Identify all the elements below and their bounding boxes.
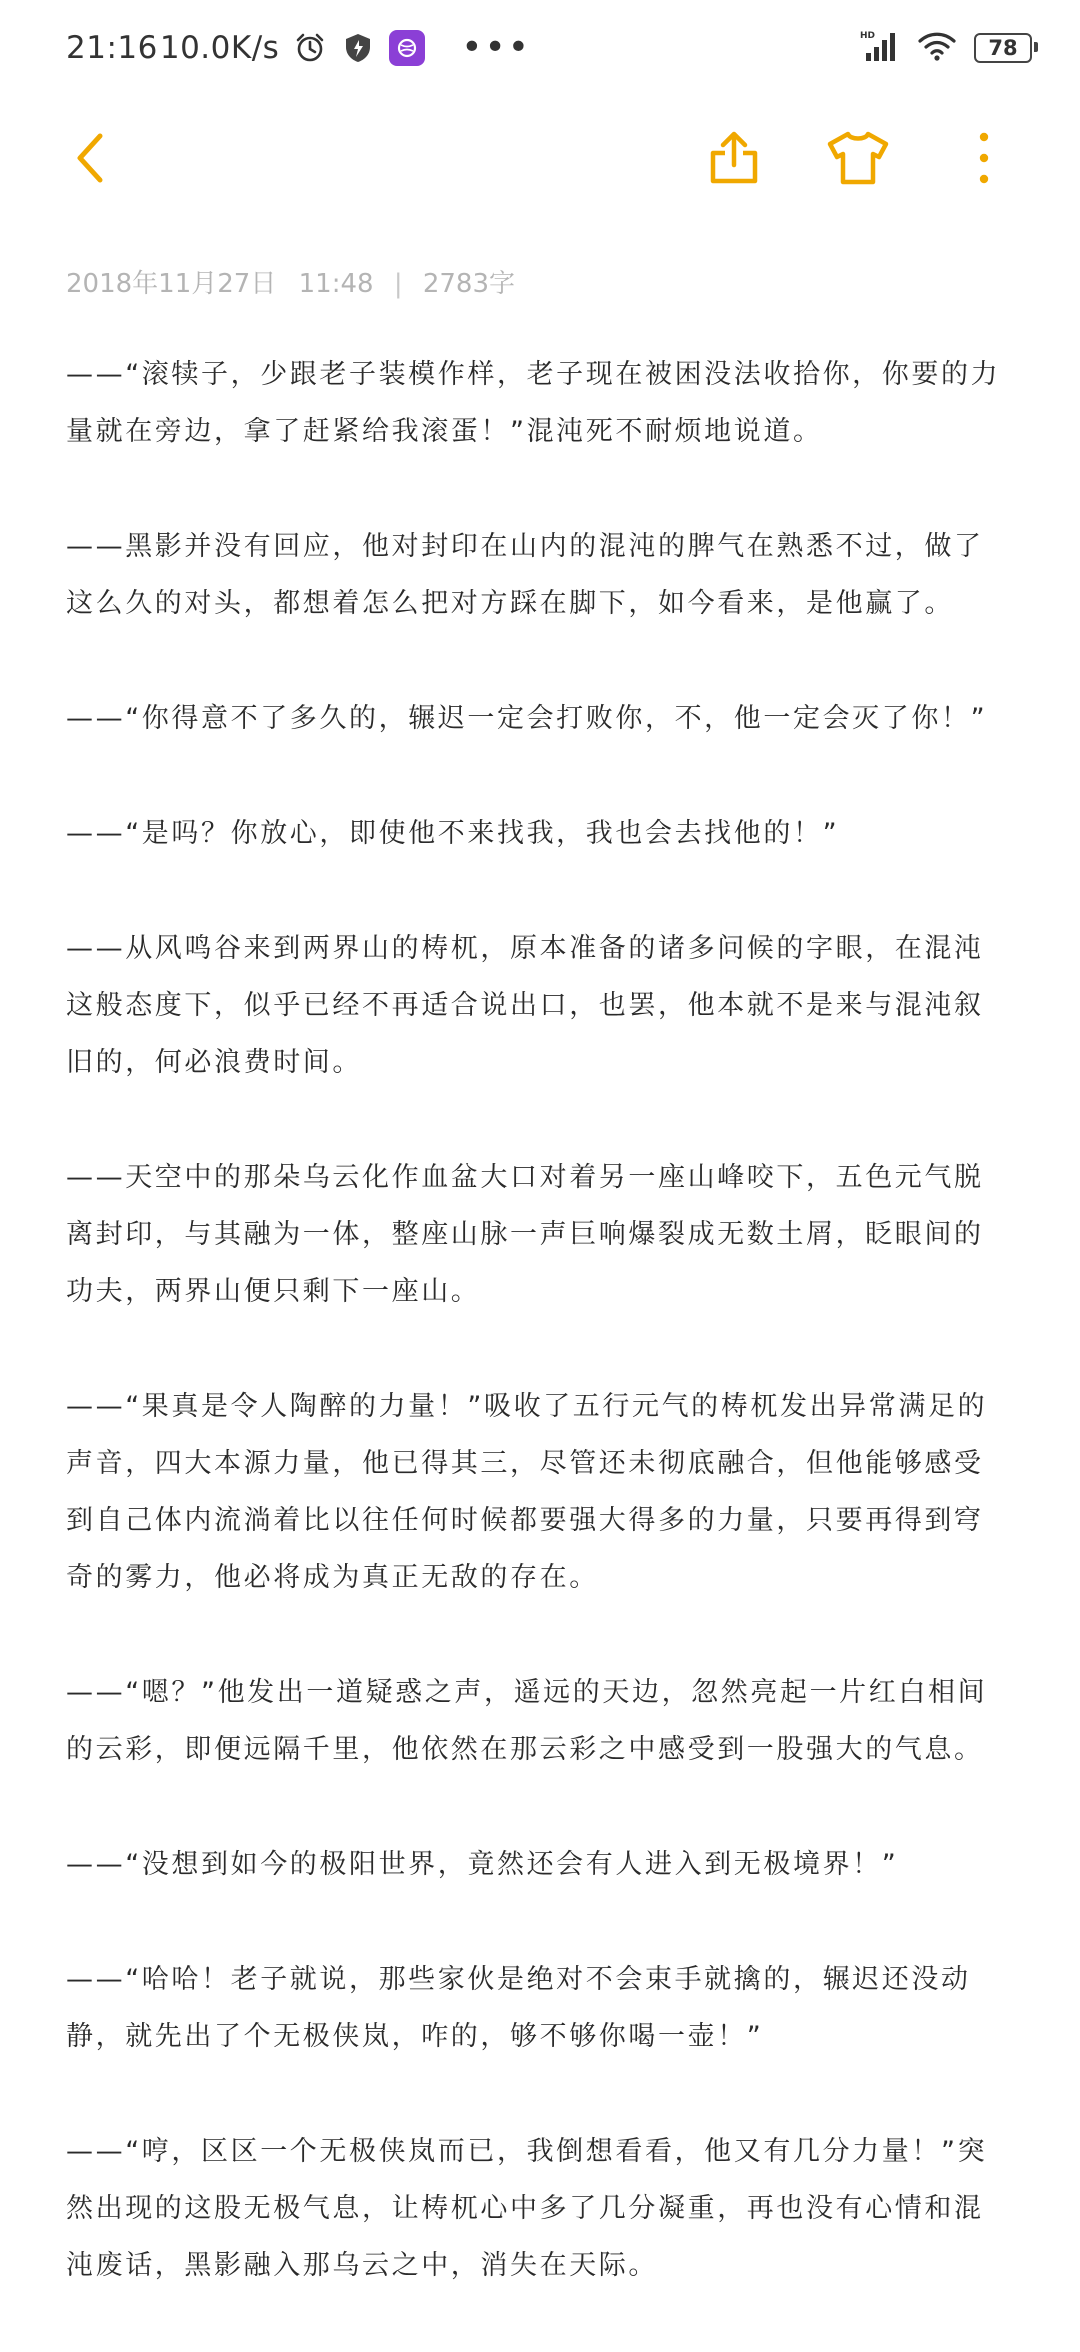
svg-text:HD: HD (860, 31, 876, 41)
note-meta (66, 263, 515, 300)
note-paragraph: ——“嗯？”他发出一道疑惑之声，遥远的天边，忽然亮起一片红白相间的云彩，即便远隔千里，他依然在那云彩之中感受到一股强大的气息。 (66, 1677, 988, 1765)
status-bar (0, 0, 1080, 96)
alarm-icon (293, 31, 327, 65)
battery-icon (974, 33, 1032, 63)
share-button[interactable] (694, 118, 774, 198)
note-paragraph: ——“哈哈！老子就说，那些家伙是绝对不会束手就擒的，辗迟还没动静，就先出了个无极侠岚，咋的，够不够你喝一壶！” (66, 1964, 971, 2052)
note-paragraph: ——“是吗？你放心，即使他不来找我，我也会去找他的！” (66, 818, 840, 849)
more-options-button[interactable] (944, 118, 1024, 198)
note-paragraph: ——天空中的那朵乌云化作血盆大口对着另一座山峰咬下，五色元气脱离封印，与其融为一体，整座山脉一声巨响爆裂成无数土屑，眨眼间的功夫，两界山便只剩下一座山。 (66, 1162, 984, 1307)
note-paragraph: ——“哼，区区一个无极侠岚而已，我倒想看看，他又有几分力量！”突然出现的这股无极气息，让梼杌心中多了几分凝重，再也没有心情和混沌废话，黑影融入那乌云之中，消失在天际。 (66, 2136, 988, 2281)
share-icon (705, 129, 763, 187)
battery-level: 78 (988, 35, 1018, 60)
meta-separator: | (393, 269, 403, 299)
status-left (66, 24, 531, 72)
note-paragraph: ——“果真是令人陶醉的力量！”吸收了五行元气的梼杌发出异常满足的声音，四大本源力量，他已得其三，尽管还未彻底融合，但他能够感受到自己体内流淌着比以往任何时候都要强大得多的力量，只要再得到穹奇的雾力，他必将成为真正无敌的存在。 (66, 1391, 988, 1593)
note-date: 2018年11月27日 (66, 269, 277, 299)
theme-button[interactable] (818, 118, 898, 198)
note-paragraph: ——黑影并没有回应，他对封印在山内的混沌的脾气在熟悉不过，做了这么久的对头，都想着怎么把对方踩在脚下，如今看来，是他赢了。 (66, 531, 984, 619)
wifi-icon (918, 31, 956, 65)
note-paragraph: ——“没想到如今的极阳世界，竟然还会有人进入到无极境界！” (66, 1849, 899, 1880)
note-paragraph: ——“你得意不了多久的，辗迟一定会打败你，不，他一定会灭了你！” (66, 703, 988, 734)
note-word-count: 2783字 (422, 269, 516, 299)
chevron-left-icon (68, 130, 112, 186)
app-notification-icon (389, 30, 425, 66)
more-vertical-icon (974, 129, 994, 187)
status-time: 21:16 (66, 30, 158, 66)
tshirt-icon (826, 130, 890, 186)
note-toolbar (0, 108, 1080, 208)
status-right (860, 26, 1032, 70)
note-paragraph: ——从风鸣谷来到两界山的梼杌，原本准备的诸多问候的字眼，在混沌这般态度下，似乎已经不再适合说出口，也罢，他本就不是来与混沌叙旧的，何必浪费时间。 (66, 933, 984, 1078)
more-notifications-icon: ••• (461, 27, 531, 68)
note-paragraph: ——“滚犊子，少跟老子装模作样，老子现在被困没法收拾你，你要的力量就在旁边，拿了赶紧给我滚蛋！”混沌死不耐烦地说道。 (66, 359, 1001, 447)
shield-icon (341, 31, 375, 65)
status-net-speed: 10.0K/s (159, 30, 280, 66)
note-body[interactable] (66, 346, 1002, 2352)
signal-icon (860, 29, 900, 67)
back-button[interactable] (50, 118, 130, 198)
note-time: 11:48 (298, 269, 374, 299)
